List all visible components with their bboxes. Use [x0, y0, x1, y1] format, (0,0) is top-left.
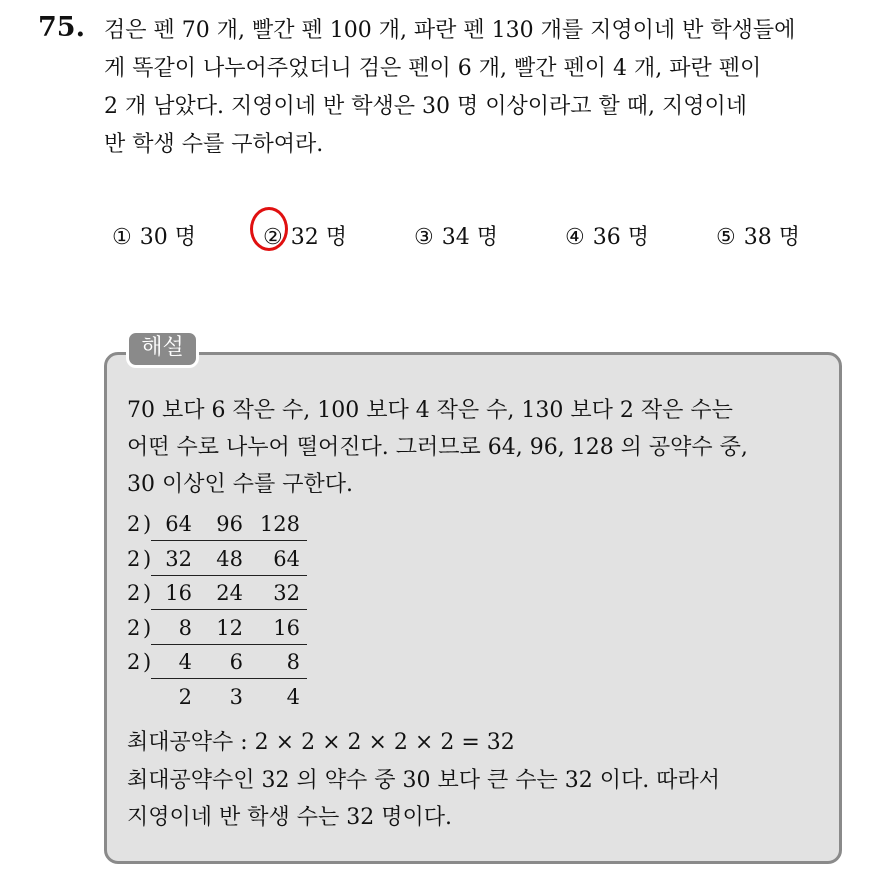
division-value: 32 — [165, 546, 192, 571]
division-bracket: ) — [143, 546, 152, 571]
divisor: 2 — [127, 546, 141, 571]
question-text — [104, 12, 864, 164]
conclusion-line: 최대공약수인 32 의 약수 중 30 보다 큰 수는 32 이다. 따라서 — [127, 768, 720, 793]
solution-conclusion — [127, 762, 720, 836]
division-value: 6 — [229, 650, 243, 674]
division-value: 2 — [178, 684, 192, 709]
question-line: 게 똑같이 나누어주었더니 검은 펜이 6 개, 빨간 펜이 4 개, 파란 펜이 — [104, 56, 762, 81]
solution-line: 어떤 수로 나누어 떨어진다. 그러므로 64, 96, 128 의 공약수 중, — [127, 435, 748, 460]
divisor: 2 — [127, 581, 141, 605]
question-line: 검은 펜 70 개, 빨간 펜 100 개, 파란 펜 130 개를 지영이네 반 학생들에 — [104, 18, 796, 43]
question-line: 반 학생 수를 구하여라. — [104, 132, 324, 157]
conclusion-line: 지영이네 반 학생 수는 32 명이다. — [127, 805, 452, 830]
division-value: 3 — [229, 684, 243, 709]
division-bracket: ) — [143, 615, 152, 640]
division-bracket: ) — [143, 512, 152, 536]
solution-line: 70 보다 6 작은 수, 100 보다 4 작은 수, 130 보다 2 작은 수는 — [127, 398, 733, 423]
division-value: 4 — [178, 650, 192, 674]
division-value: 96 — [216, 512, 243, 536]
divisor: 2 — [127, 615, 141, 640]
solution-intro — [127, 392, 832, 503]
division-value: 8 — [286, 650, 300, 674]
option-5[interactable]: ⑤ 38 명 — [716, 225, 800, 250]
solution-line: 30 이상인 수를 구한다. — [127, 472, 353, 497]
question-number: 75. — [38, 12, 85, 43]
division-value: 64 — [165, 512, 192, 536]
divisor: 2 — [127, 512, 141, 536]
division-value: 32 — [273, 581, 300, 605]
division-value: 24 — [216, 581, 243, 605]
divisor: 2 — [127, 650, 141, 674]
division-value: 4 — [286, 684, 300, 709]
division-value: 16 — [165, 581, 192, 605]
option-2[interactable]: ② 32 명 — [263, 225, 347, 250]
division-value: 48 — [216, 546, 243, 571]
answer-circle-mark — [250, 207, 288, 251]
question-line: 2 개 남았다. 지영이네 반 학생은 30 명 이상이라고 할 때, 지영이네 — [104, 94, 747, 119]
option-3[interactable]: ③ 34 명 — [414, 225, 498, 250]
division-value: 16 — [273, 615, 300, 640]
division-bracket: ) — [143, 581, 152, 605]
option-4[interactable]: ④ 36 명 — [565, 225, 649, 250]
division-value: 64 — [273, 546, 300, 571]
division-bracket: ) — [143, 650, 152, 674]
gcd-line: 최대공약수 : 2 × 2 × 2 × 2 × 2 = 32 — [127, 730, 515, 755]
solution-tag: 해설 — [126, 330, 199, 368]
division-value: 128 — [259, 512, 300, 536]
division-value: 8 — [178, 615, 192, 640]
option-1[interactable]: ① 30 명 — [112, 225, 196, 250]
division-value: 12 — [216, 615, 243, 640]
